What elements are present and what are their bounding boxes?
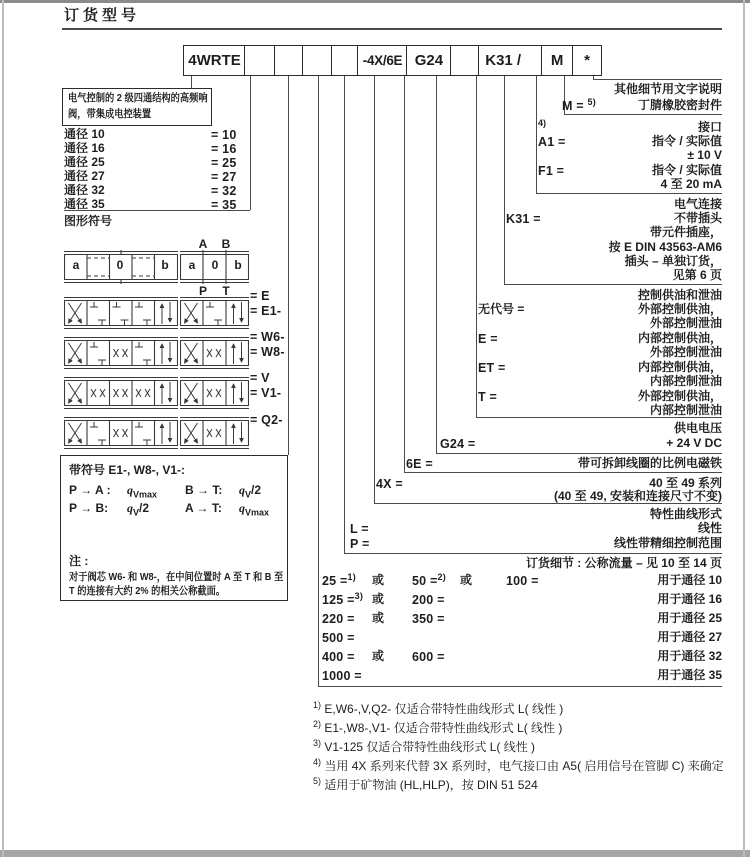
flow-direction-value: $q_{Vmax}$ xyxy=(127,483,158,500)
position-letter-b: b xyxy=(161,258,169,272)
series-line1: 40 至 49 系列 xyxy=(649,476,722,490)
position-letter-a: a xyxy=(188,258,196,272)
flow-direction-value: $q_V/2$ xyxy=(239,483,262,500)
size-code: = 35 xyxy=(211,198,237,212)
valve-description-box xyxy=(62,88,212,126)
position-letter-a: a xyxy=(72,258,80,272)
pilot-line1: 外部控制供油， xyxy=(637,389,722,403)
leader-solenoid xyxy=(404,76,405,472)
footnote: $^{5)}$ 适用于矿物油 (HL,HLP)，按 DIN 51 524 xyxy=(313,776,538,792)
leader-type xyxy=(191,76,192,88)
electrical-line1: 不带插头 xyxy=(673,211,722,225)
flow-direction-label: A → T: xyxy=(185,501,222,515)
valve-symbol-w-wide xyxy=(64,336,178,370)
size-label: 通径 10 xyxy=(64,127,105,141)
code-cell-voltage: G24 xyxy=(406,45,451,76)
interface-heading: 接口 xyxy=(697,120,722,134)
flow-direction-label: P → B: xyxy=(69,501,109,515)
note-title: 带符号 E1-, W8-, V1-: xyxy=(69,463,186,477)
flow-row: 500 = 用于通径 27 xyxy=(322,630,722,645)
scan-edge-bottom xyxy=(0,850,750,857)
interface-code-f1: F1 = xyxy=(538,164,565,178)
solenoid-code: 6E = xyxy=(406,457,433,471)
valve-symbol-v-narrow xyxy=(180,376,249,410)
pilot-code: E = xyxy=(478,332,498,346)
spool-code: = E xyxy=(250,289,270,303)
series-line2: (40 至 49, 安装和连接尺寸不变) xyxy=(553,489,722,503)
leader-series xyxy=(374,76,375,503)
spool-code: = V1- xyxy=(250,386,282,400)
curve-code-p: P = xyxy=(350,537,370,551)
footnote: $^{4)}$ 当用 4X 系列来代替 3X 系列时，电气接口由 A5( 启用信号在管脚 C) 来确定 xyxy=(313,757,724,773)
voltage-code: G24 = xyxy=(440,437,476,451)
leader-interface xyxy=(536,76,537,193)
flow-row: 125 =$^{3)}$ 或 200 = 用于通径 16 xyxy=(322,590,722,607)
rule-interface xyxy=(536,193,722,194)
flow-direction-label: B → T: xyxy=(185,483,223,497)
flow-direction-label: P → A : xyxy=(69,483,111,497)
valve-description-line2: 阀，带集成电控装置 xyxy=(68,108,152,120)
symbols-heading: 图形符号 xyxy=(64,214,113,228)
valve-description-line1: 电气控制的 2 级四通结构的高频响 xyxy=(68,92,208,104)
code-cell-size xyxy=(244,45,275,76)
rule-curve xyxy=(344,553,722,554)
spool-code: = W8- xyxy=(250,345,285,359)
code-cell-flow xyxy=(302,45,332,76)
page-title: 订货型号 xyxy=(64,7,141,24)
scan-edge-left xyxy=(2,0,4,857)
code-cell-connector: K31 / xyxy=(478,45,542,76)
rule-flow xyxy=(318,686,722,687)
electrical-code: K31 = xyxy=(506,212,541,226)
code-cell-details: * xyxy=(572,45,602,76)
voltage-heading: 供电电压 xyxy=(673,421,722,435)
valve-symbol-q2-narrow xyxy=(180,416,249,450)
interface-a1-line2: ± 10 V xyxy=(687,148,722,162)
note-line1: 对于阀芯 W6- 和 W8-，在中间位置时 A 至 T 和 B 至 xyxy=(69,571,284,583)
scan-edge-top xyxy=(0,0,750,3)
curve-code-l: L = xyxy=(350,522,369,536)
code-cell-pilot xyxy=(450,45,480,76)
leader-symbol xyxy=(288,76,289,455)
valve-symbol-e-narrow xyxy=(180,296,249,330)
leader-voltage xyxy=(436,76,437,453)
other-details-label: 其他细节用文字说明 xyxy=(613,82,722,96)
size-label: 通径 16 xyxy=(64,141,105,155)
size-label: 通径 35 xyxy=(64,197,105,211)
leader-electrical xyxy=(504,76,505,284)
spool-code: = E1- xyxy=(250,304,282,318)
port-label-A: A xyxy=(198,237,208,251)
pilot-line2: 内部控制泄油 xyxy=(649,374,722,388)
voltage-label: + 24 V DC xyxy=(666,436,722,450)
position-letter-b: b xyxy=(234,258,242,272)
code-cell-symbol xyxy=(274,45,304,76)
rule-solenoid xyxy=(404,472,722,473)
electrical-line2: 带元件插座， xyxy=(649,225,722,239)
interface-footnote-ref: 4) xyxy=(538,118,547,128)
valve-symbol-e-wide xyxy=(64,296,178,330)
footnote: $^{3)}$ V1-125 仅适合带特性曲线形式 L( 线性 ) xyxy=(313,738,536,754)
pilot-line1: 外部控制供油， xyxy=(637,302,722,316)
flow-heading: 订货细节 : 公称流量 – 见 10 至 14 页 xyxy=(525,556,722,570)
solenoid-label: 带可拆卸线圈的比例电磁铁 xyxy=(577,456,722,470)
pilot-line2: 内部控制泄油 xyxy=(649,403,722,417)
curve-label-p: 线性带精细控制范围 xyxy=(613,536,722,550)
pilot-code: 无代号 = xyxy=(478,302,525,316)
spool-note-box xyxy=(60,455,288,601)
spool-code: = W6- xyxy=(250,330,285,344)
curve-heading: 特性曲线形式 xyxy=(649,507,722,521)
spool-code: = Q2- xyxy=(250,413,283,427)
seals-label: 丁腈橡胶密封件 xyxy=(637,98,722,112)
pilot-line2: 外部控制泄油 xyxy=(649,345,722,359)
interface-a1-line1: 指令 / 实际值 xyxy=(651,134,722,148)
seals-code: M = $^{5)}$ xyxy=(562,96,596,113)
size-label: 通径 25 xyxy=(64,155,105,169)
electrical-heading: 电气连接 xyxy=(673,197,722,211)
flow-direction-value: $q_V/2$ xyxy=(127,501,150,518)
size-code: = 25 xyxy=(211,156,237,170)
size-code: = 10 xyxy=(211,128,237,142)
valve-symbol-q2-wide xyxy=(64,416,178,450)
pilot-code: ET = xyxy=(478,361,506,375)
code-cell-series-solenoid: -4X/6E xyxy=(357,45,408,76)
leader-pilot xyxy=(476,76,477,417)
note-label: 注 : xyxy=(69,554,89,568)
size-label: 通径 27 xyxy=(64,169,105,183)
interface-f1-line2: 4 至 20 mA xyxy=(660,177,722,191)
rule-seals xyxy=(564,114,722,115)
position-letter-0: 0 xyxy=(211,258,219,272)
ordering-code-row xyxy=(183,45,602,76)
pilot-line1: 内部控制供油， xyxy=(637,331,722,345)
port-label-B: B xyxy=(221,237,231,251)
pilot-line2: 外部控制泄油 xyxy=(649,316,722,330)
curve-label-l: 线性 xyxy=(697,521,722,535)
rule-voltage xyxy=(436,453,722,454)
size-code: = 16 xyxy=(211,142,237,156)
position-letter-0: 0 xyxy=(116,258,124,272)
flow-row: 1000 = 用于通径 35 xyxy=(322,668,722,683)
scan-edge-right xyxy=(743,0,745,857)
pilot-line1: 内部控制供油， xyxy=(637,360,722,374)
rule-details xyxy=(593,79,722,80)
rule-electrical xyxy=(504,284,722,285)
size-code: = 27 xyxy=(211,170,237,184)
valve-symbol-v-wide xyxy=(64,376,178,410)
title-rule xyxy=(62,28,722,30)
flow-row: 220 = 或 350 = 用于通径 25 xyxy=(322,611,722,626)
electrical-line5: 见第 6 页 xyxy=(672,268,722,282)
pilot-code: T = xyxy=(478,390,498,404)
note-line2: T 的连接有大约 2% 的相关公称截面。 xyxy=(69,585,226,597)
code-cell-curve xyxy=(331,45,359,76)
series-code: 4X = xyxy=(376,477,403,491)
flow-row: 25 =$^{1)}$ 或 50 =$^{2)}$ 或 100 = 用于通径 10 xyxy=(322,571,722,588)
electrical-line4: 插头 – 单独订货， xyxy=(624,254,722,268)
flow-row: 400 = 或 600 = 用于通径 32 xyxy=(322,649,722,664)
interface-f1-line1: 指令 / 实际值 xyxy=(651,163,722,177)
pilot-heading: 控制供油和泄油 xyxy=(637,288,722,302)
footnote: $^{2)}$ E1-,W8-,V1- 仅适合带特性曲线形式 L( 线性 ) xyxy=(313,719,563,735)
size-label: 通径 32 xyxy=(64,183,105,197)
leader-curve xyxy=(344,76,345,553)
footnote: $^{1)}$ E,W6-,V,Q2- 仅适合带特性曲线形式 L( 线性 ) xyxy=(313,700,564,716)
electrical-line3: 按 E DIN 43563-AM6 xyxy=(608,240,722,254)
leader-size xyxy=(250,76,251,210)
size-code: = 32 xyxy=(211,184,237,198)
port-label-T: T xyxy=(222,284,230,298)
port-label-P: P xyxy=(198,284,207,298)
flow-direction-value: $q_{Vmax}$ xyxy=(239,501,270,518)
interface-code-a1: A1 = xyxy=(538,135,566,149)
spool-code: = V xyxy=(250,371,270,385)
code-cell-type: 4WRTE xyxy=(183,45,246,76)
code-cell-seals: M xyxy=(541,45,574,76)
valve-symbol-w-narrow xyxy=(180,336,249,370)
